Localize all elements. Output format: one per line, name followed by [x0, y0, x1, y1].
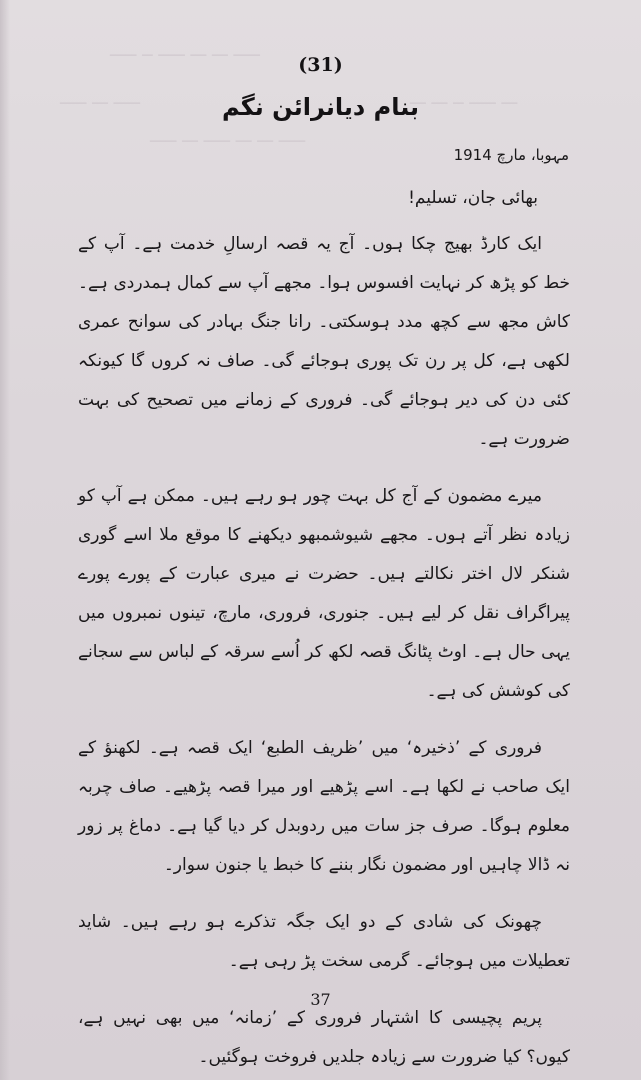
letter-body [78, 225, 570, 1080]
page-number: 37 [310, 990, 331, 1009]
letter-number: (31) [298, 54, 343, 76]
letter-title: بنام دیانرائن نگم [221, 93, 420, 121]
paragraph: فروری کے ’ذخیرہ‘ میں ’ظریف الطبع‘ ایک قصہ ہے۔ لکھنؤ کے ایک صاحب نے لکھا ہے۔ اسے پڑھیے اور میرا قصہ پڑھیے۔ صاف چربہ معلوم ہوگا۔ صرف جز سات میں ردوبدل کر دیا گیا ہے۔ دماغ پر زور نہ ڈالا چاہیں اور مضمون نگار بننے کا خبط یا جنون سوار۔ [78, 738, 570, 875]
place-date: مہوبا، مارچ 1914 [453, 146, 569, 164]
paragraph: ایک کارڈ بھیج چکا ہوں۔ آج یہ قصہ ارسالِ خدمت ہے۔ آپ کے خط کو پڑھ کر نہایت افسوس ہوا۔ مجھے آپ سے کمال ہمدردی ہے۔ کاش مجھ سے کچھ مدد ہوسکتی۔ رانا جنگ بہادر کی سوانح عمری لکھی ہے، کل پر رن تک پوری ہوجائے گی۔ صاف نہ کروں گا کیونکہ کئی دن کی دیر ہوجائے گی۔ فروری کے زمانے میں تصحیح کی بہت ضرورت ہے۔ [78, 234, 570, 449]
paragraph: میرے مضمون کے آج کل بہت چور ہو رہے ہیں۔ ممکن ہے آپ کو زیادہ نظر آتے ہوں۔ مجھے شیوشمبھو دیکھنے کا موقع ملا اسے گوری شنکر لال اختر نکالتے ہیں۔ حضرت نے میری عبارت کے پورے پورے پیراگراف نقل کر لیے ہیں۔ جنوری، فروری، مارچ، تینوں نمبروں میں یہی حال ہے۔ اوٹ پٹانگ قصہ لکھ کر اُسے سرقہ کے لباس سے سجانے کی کوشش کی ہے۔ [78, 486, 570, 701]
show-through-text: ـــــ ـــ ـــ ـــــ ــ ـــــ [110, 40, 260, 61]
paragraph: چھونک کی شادی کے دو ایک جگہ تذکرے ہو رہے ہیں۔ شاید تعطیلات میں ہوجائے۔ گرمی سخت پڑ رہی ہے۔ [78, 912, 570, 971]
show-through-text: ـــــ ـــ ـــ ـــــ ـــ ـــــ [150, 126, 306, 147]
paragraph: پریم پچیسی کا اشتہار فروری کے ’زمانہ‘ میں بھی نہیں ہے، کیوں؟ کیا ضرورت سے زیادہ جلدیں فروخت ہوگئیں۔ [78, 1008, 570, 1067]
show-through-text: ـــ ـــــ ــ ـــ ـــ [410, 88, 518, 109]
show-through-text: ـــــ ـــ ـــــ [60, 88, 140, 109]
greeting: بھائی جان، تسلیم! [408, 188, 538, 208]
